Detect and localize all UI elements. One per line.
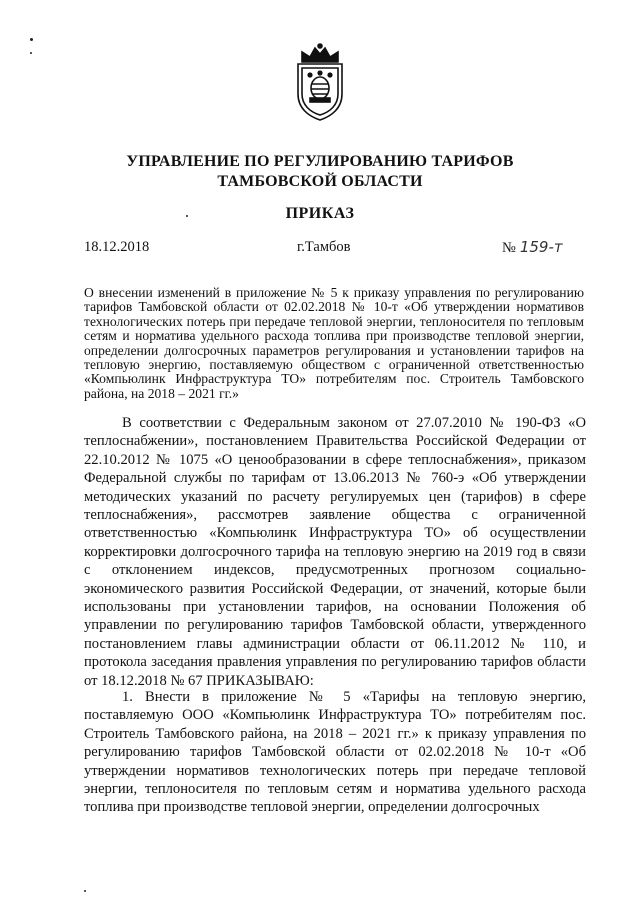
scan-speck [30, 52, 32, 54]
order-city: г.Тамбов [297, 239, 351, 255]
clause-1-paragraph: 1. Внести в приложение № 5 «Тарифы на тепловую энергию, поставляемую ООО «Компьюлинк Инфраструктура ТО» потребителям пос. Строитель Тамбовского района, на 2018 – 2021 гг.» к приказу управления по регулированию тарифов Тамбовской области от 02.02.2018 № 10-т «Об утверждении нормативов технологических потерь при передаче тепловой энергии, теплоносителя по тепловым сетям и норматива удельного расхода топлива при производстве тепловой энергии, определении долгосрочных [84, 689, 586, 816]
tambov-coat-of-arms-icon [288, 42, 352, 122]
scan-speck [84, 890, 86, 892]
document-title: ПРИКАЗ [285, 205, 355, 222]
order-number [502, 238, 563, 257]
organization-name-line-2: ТАМБОВСКОЙ ОБЛАСТИ [217, 173, 423, 190]
preamble-paragraph: В соответствии с Федеральным законом от 27.07.2010 № 190-ФЗ «О теплоснабжении», постановлением Правительства Российской Федерации от 22.10.2012 № 1075 «О ценообразовании в сфере теплоснабжения», приказом Федеральной службы по тарифам от 13.06.2013 № 760-э «Об утверждении методических указаний по расчету регулируемых цен (тарифов) в сфере теплоснабжения», рассмотрев заявление общества с ограниченной ответственностью «Компьюлинк Инфраструктура ТО» об осуществлении корректировки долгосрочного тарифа на тепловую энергию на 2019 год в связи с отклонением индексов, предусмотренных прогнозом социально-экономического развития Российской Федерации, от значений, которые были использованы при установлении тарифов, на основании Положения об управлении по регулированию тарифов Тамбовской области, утвержденного постановлением главы администрации области от 06.11.2012 № 110, и протокола заседания правления управления по регулированию тарифов области от 18.12.2018 № 67 ПРИКАЗЫВАЮ: [84, 415, 586, 689]
order-number-prefix: № [502, 240, 516, 256]
organization-name-line-1: УПРАВЛЕНИЕ ПО РЕГУЛИРОВАНИЮ ТАРИФОВ [126, 153, 514, 170]
order-date: 18.12.2018 [84, 239, 150, 255]
order-number-handwritten: 159-т [519, 238, 563, 256]
scan-speck [30, 38, 33, 41]
order-subject: О внесении изменений в приложение № 5 к приказу управления по регулированию тарифов Тамбовской области от 02.02.2018 № 10-т «Об утверждении нормативов технологических потерь при передаче тепловой энергии, теплоносителя по тепловым сетям и норматива удельного расхода топлива при производстве тепловой энергии, определении долгосрочных параметров регулирования и установлении тарифов на тепловую энергию, поставляемую обществом с ограниченной ответственностью «Компьюлинк Инфраструктура ТО» потребителям пос. Строитель Тамбовского района, на 2018 – 2021 гг.» [84, 285, 584, 401]
